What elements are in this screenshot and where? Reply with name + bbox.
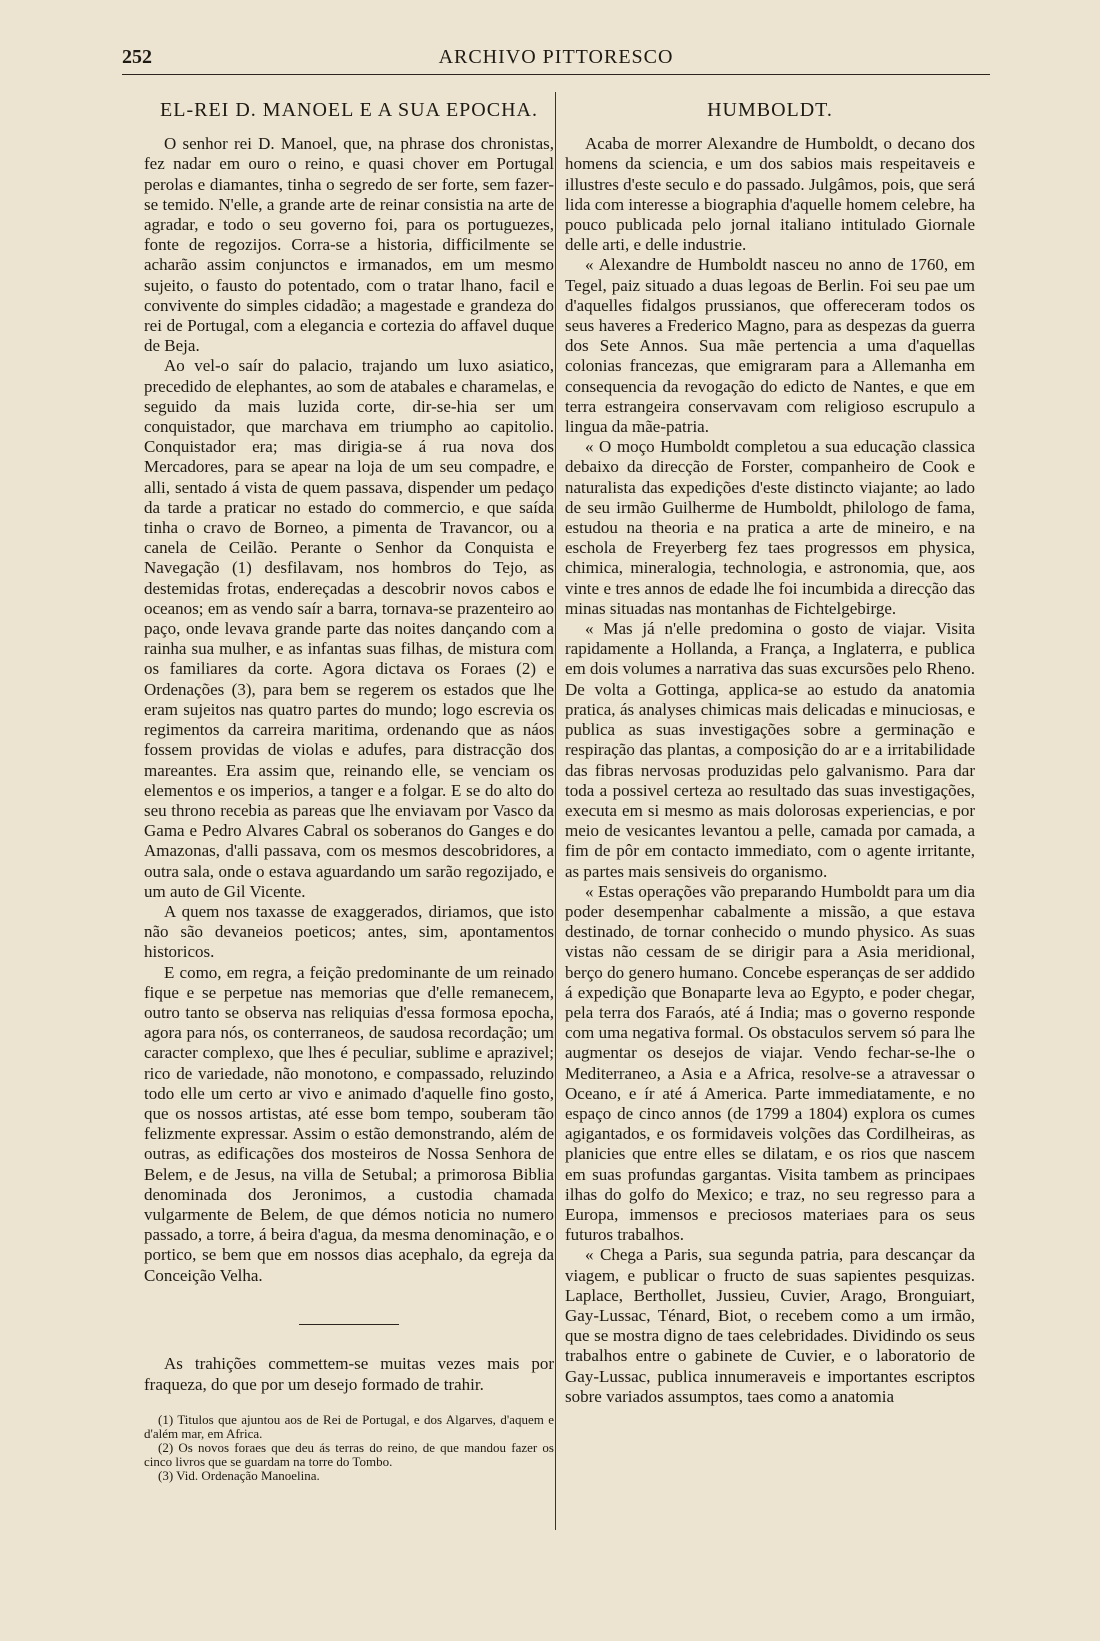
page-number: 252	[122, 46, 152, 68]
footnote: (3) Vid. Ordenação Manoelina.	[158, 1467, 320, 1483]
footnotes	[144, 1413, 554, 1483]
right-paragraph: « Alexandre de Humboldt nasceu no anno de 1760, em Tegel, paiz situado a duas legoas de Berlin. Foi seu pae um d'aquelles fidalgos prussianos, que offereceram todos os seus haveres a Frederico Magno, para as despezas da guerra dos Sete Annos. Sua mãe pertencia a uma d'aquellas colonias francezas, que emigraram para a Allemanha em consequencia da revogação do edicto de Nantes, e que em terra estrangeira conservavam com religioso escrupulo a lingua da mãe-patria.	[565, 255, 975, 437]
maxim: As trahições commettem-se muitas vezes mais por fraqueza, do que por um desejo formado de trahir.	[144, 1353, 554, 1394]
right-paragraph: « Mas já n'elle predomina o gosto de viajar. Visita rapidamente a Hollanda, a França, a Inglaterra, e publica em dois volumes a narrativa das suas excursões pelo Rheno. De volta a Gottinga, applica-se ao estudo da anatomia pratica, ás analyses chimicas mais delicadas e minuciosas, e publica as suas investigações sobre a germinação e respiração das plantas, a composição do ar e a irritabilidade das fibras nervosas produzidas pelo galvanismo. Para dar toda a possivel certeza ao resultado das suas investigações, executa em si mesmo as mais dolorosas experiencias, e por meio de vesicantes levantou a pelle, camada por camada, a fim de pôr em contacto immediato, com o agente irritante, as partes mais sensiveis do organismo.	[565, 619, 975, 881]
right-column	[565, 100, 975, 1407]
page-header	[122, 44, 990, 75]
left-paragraph: E como, em regra, a feição predominante de um reinado fique e se perpetue nas memorias que d'elle remanecem, outro tanto se observa nas reliquias d'essa formosa epocha, agora para nós, os conterraneos, de saudosa recordação; um caracter complexo, que lhes é peculiar, sublime e aprazivel; rico de variedade, não monotono, e compassado, reluzindo todo elle um certo ar vivo e animado d'aquelle fino gosto, que os nossos artistas, até esse bom tempo, souberam tão felizmente expressar. Assim o estão demonstrando, além de outras, as edificações dos mosteiros de Nossa Senhora de Belem, e de Jesus, na villa de Setubal; a primorosa Biblia denominada dos Jeronimos, a custodia chamada vulgarmente de Belem, de que démos noticia no numero passado, a torre, á beira d'agua, da mesma denominação, e o portico, se bem que em nossos dias acephalo, da egreja da Conceição Velha.	[144, 962, 554, 1285]
left-column	[144, 100, 554, 1483]
right-paragraph: Acaba de morrer Alexandre de Humboldt, o decano dos homens da sciencia, e um dos sabios mais respeitaveis e illustres d'este seculo e do passado. Julgâmos, pois, que será lida com interesse a biographia d'aquelle homem celebre, ha pouco publicada pelo jornal italiano intitulado Giornale delle arti, e delle industrie.	[565, 134, 975, 255]
footnote: (1) Titulos que ajuntou aos de Rei de Portugal, e dos Algarves, d'aquem e d'além mar, em Africa.	[144, 1411, 554, 1441]
left-paragraph: Ao vel-o saír do palacio, trajando um luxo asiatico, precedido de elephantes, ao som de atabales e charamelas, e seguido da mais luzida corte, dir-se-hia ser um conquistador, que marchava em triumpho ao capitolio. Conquistador era; mas dirigia-se á rua nova dos Mercadores, para se apear na loja de um seu compadre, e alli, sentado á vista de quem passava, dispender um pedaço da tarde a praticar no estado do commercio, e que saída tinha o cravo de Borneo, a pimenta de Travancor, ou a canela de Ceilão. Perante o Senhor da Conquista e Navegação (1) desfilavam, nos hombros do Tejo, as destemidas frotas, endereçadas a descobrir novos cabos e oceanos; em as vendo saír a barra, tornava-se prazenteiro ao paço, onde levava grande parte das noites dançando com a rainha sua mulher, e as infantas suas filhas, de mistura com os familiares da corte. Agora dictava os Foraes (2) e Ordenações (3), para bem se regerem os estados que lhe eram sujeitos nas quatro partes do mundo; logo escrevia os regimentos da carreira maritima, ordenando que as náos fossem providas de violas e adufes, para distracção dos mareantes. Era assim que, reinando elle, se venciam os elementos e os imperios, a tanger e a folgar. E se do alto do seu throno recebia as pareas que lhe enviavam por Vasco da Gama e Pedro Alvares Cabral os soberanos do Ganges e do Amazonas, d'alli passava, com os mesmos descobridores, a outra sala, onde o estava aguardando um sarão regozijado, e um auto de Gil Vicente.	[144, 356, 554, 901]
column-divider	[555, 92, 556, 1530]
left-paragraph: O senhor rei D. Manoel, que, na phrase dos chronistas, fez nadar em ouro o reino, e quasi chover em Portugal perolas e diamantes, tinha o segredo de ser forte, sem fazer-se temido. N'elle, a grande arte de reinar consistia na arte de agradar, e todo o seu governo foi, para os portuguezes, fonte de regozijos. Corra-se a historia, difficilmente se acharão assim conjunctos e irmanados, em um mesmo sujeito, o fausto do potentado, com o tratar lhano, facil e convivente do simples cidadão; a magestade e grandeza do rei de Portugal, com a elegancia e cortezia do affavel duque de Beja.	[144, 134, 554, 356]
running-title: ARCHIVO PITTORESCO	[438, 46, 674, 68]
right-paragraph: « O moço Humboldt completou a sua educação classica debaixo da direcção de Forster, companheiro de Cook e naturalista das expedições d'este distincto viajante; ao lado de seu irmão Guilherme de Humboldt, philologo de fama, estudou na theoria e na pratica a arte de mineiro, e na eschola de Freyerberg fez taes progressos em physica, chimica, mineralogia, technologia, e astronomia, que, aos vinte e tres annos de edade lhe foi incumbida a direcção das minas situadas nas montanhas de Fichtelgebirge.	[565, 437, 975, 618]
right-paragraph: « Chega a Paris, sua segunda patria, para descançar da viagem, e publicar o fructo de suas sapientes pesquizas. Laplace, Berthollet, Jussieu, Cuvier, Arago, Bronguiart, Gay-Lussac, Ténard, Biot, o recebem como a um irmão, que se mostra digno de taes celebridades. Dividindo os seus trabalhos entre o gabinete de Cuvier, e o laboratorio de Gay-Lussac, publica innumeraveis e importantes escriptos sobre variados assumptos, taes como a anatomia	[565, 1245, 975, 1406]
footnote: (2) Os novos foraes que deu ás terras do reino, de que mandou fazer os cinco livros que se guardam na torre do Tombo.	[144, 1439, 554, 1469]
section-separator	[299, 1324, 399, 1325]
right-paragraph: « Estas operações vão preparando Humboldt para um dia poder desempenhar cabalmente a missão, a que estava destinado, de tornar conhecido o mundo physico. As suas vistas não cessam de se dirigir para a Asia meridional, berço do genero humano. Concebe esperanças de ser addido á expedição que Bonaparte leva ao Egypto, e poder chegar, pela terra dos Faraós, até á India; mas o governo responde com uma negativa formal. Os obstaculos servem só para lhe augmentar os desejos de viajar. Vendo fechar-se-lhe o Mediterraneo, a Asia e a Africa, resolve-se a atravessar o Oceano, e ír até á America. Parte immediatamente, e no espaço de cinco annos (de 1799 a 1804) explora os cumes agigantados, e os formidaveis volções das Cordilheiras, as planicies que entre elles se dilatam, e os rios que nascem em suas profundas gargantas. Visita tambem as principaes ilhas do golfo do Mexico; e traz, no seu regresso para a Europa, immensos e preciosos materiaes para os seus futuros trabalhos.	[565, 881, 975, 1245]
left-article-title: EL-REI D. MANOEL E A SUA EPOCHA.	[160, 99, 538, 121]
left-paragraph: A quem nos taxasse de exaggerados, diriamos, que isto não são devaneios poeticos; antes, sim, apontamentos historicos.	[144, 901, 554, 962]
right-article-title: HUMBOLDT.	[707, 99, 833, 121]
